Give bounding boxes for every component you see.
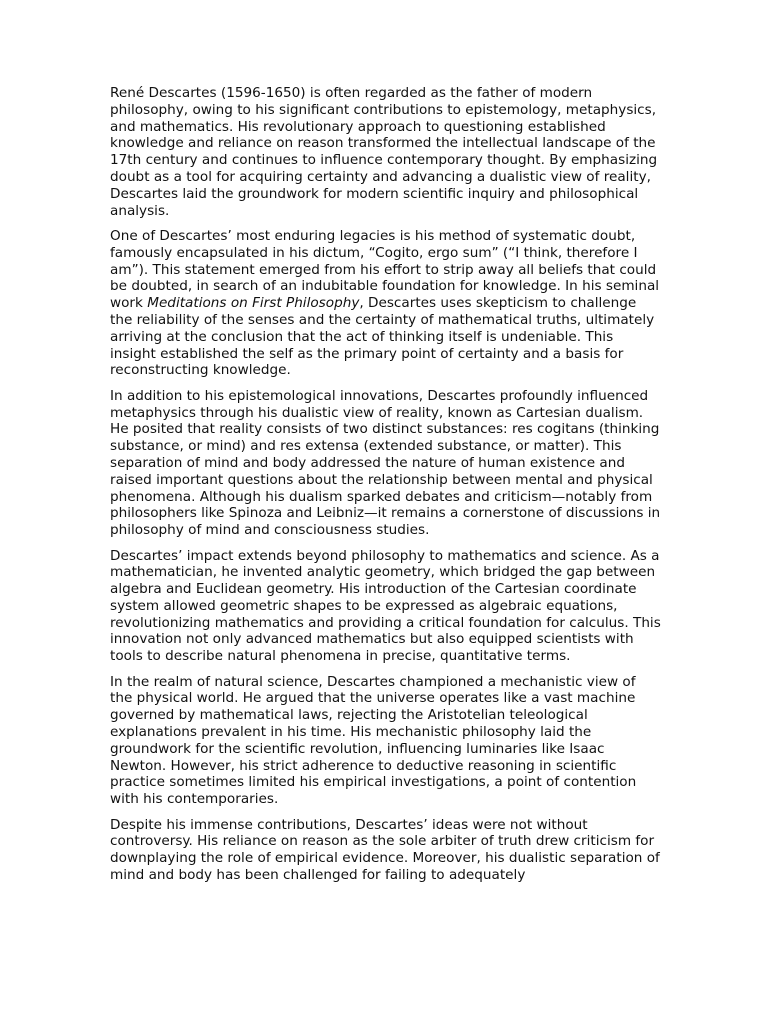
paragraph-text-after-title: , Descartes uses skepticism to challenge the reliability of the senses and the certainty of mathematical truths, ultimately arriving at the conclusion that the act of thinking itself is undeniable. This insight established the self as the primary point of certainty and a basis for reconstructing knowledge.	[110, 295, 655, 379]
paragraph-text-before-title: One of Descartes’ most enduring legacies is his method of systematic doubt, famously encapsulated in his dictum, “Cogito, ergo sum” (“I think, therefore I am”). This statement emerged from his effort to strip away all beliefs that could be doubted, in search of an indubitable foundation for knowledge. In his seminal work	[110, 227, 660, 312]
paragraph-controversy: Despite his immense contributions, Descartes’ ideas were not without controversy. His reliance on reason as the sole arbiter of truth drew criticism for downplaying the role of empirical evidence. Moreover, his dualistic separation of mind and body has been challenged for failing to adequately	[110, 816, 660, 884]
paragraph-natural-science: In the realm of natural science, Descartes championed a mechanistic view of the physical world. He argued that the universe operates like a vast machine governed by mathematical laws, rejecting the Aristotelian teleological explanations prevalent in his time. His mechanistic philosophy laid the groundwork for the scientific revolution, influencing luminaries like Isaac Newton. However, his strict adherence to deductive reasoning in scientific practice sometimes limited his empirical investigations, a point of contention with his contemporaries.	[110, 673, 637, 808]
document-body	[110, 85, 662, 892]
work-title: Meditations on First Philosophy	[147, 295, 360, 312]
paragraph-dualism: In addition to his epistemological innovations, Descartes profoundly influenced metaphysics through his dualistic view of reality, known as Cartesian dualism. He posited that reality consists of two distinct substances: res cogitans (thinking substance, or mind) and res extensa (extended substance, or matter). This separation of mind and body addressed the nature of human existence and raised important questions about the relationship between mental and physical phenomena. Although his dualism sparked debates and criticism—notably from philosophers like Spinoza and Leibniz—it remains a cornerstone of discussions in philosophy of mind and consciousness studies.	[110, 387, 661, 539]
paragraph-systematic-doubt	[110, 228, 662, 379]
paragraph-mathematics: Descartes’ impact extends beyond philosophy to mathematics and science. As a mathematician, he invented analytic geometry, which bridged the gap between algebra and Euclidean geometry. His introduction of the Cartesian coordinate system allowed geometric shapes to be expressed as algebraic equations, revolutionizing mathematics and providing a critical foundation for calculus. This innovation not only advanced mathematics but also equipped scientists with tools to describe natural phenomena in precise, quantitative terms.	[110, 547, 661, 665]
paragraph-intro: René Descartes (1596-1650) is often regarded as the father of modern philosophy, owing to his significant contributions to epistemology, metaphysics, and mathematics. His revolutionary approach to questioning established knowledge and reliance on reason transformed the intellectual landscape of the 17th century and continues to influence contemporary thought. By emphasizing doubt as a tool for acquiring certainty and advancing a dualistic view of reality, Descartes laid the groundwork for modern scientific inquiry and philosophical analysis.	[110, 85, 658, 219]
